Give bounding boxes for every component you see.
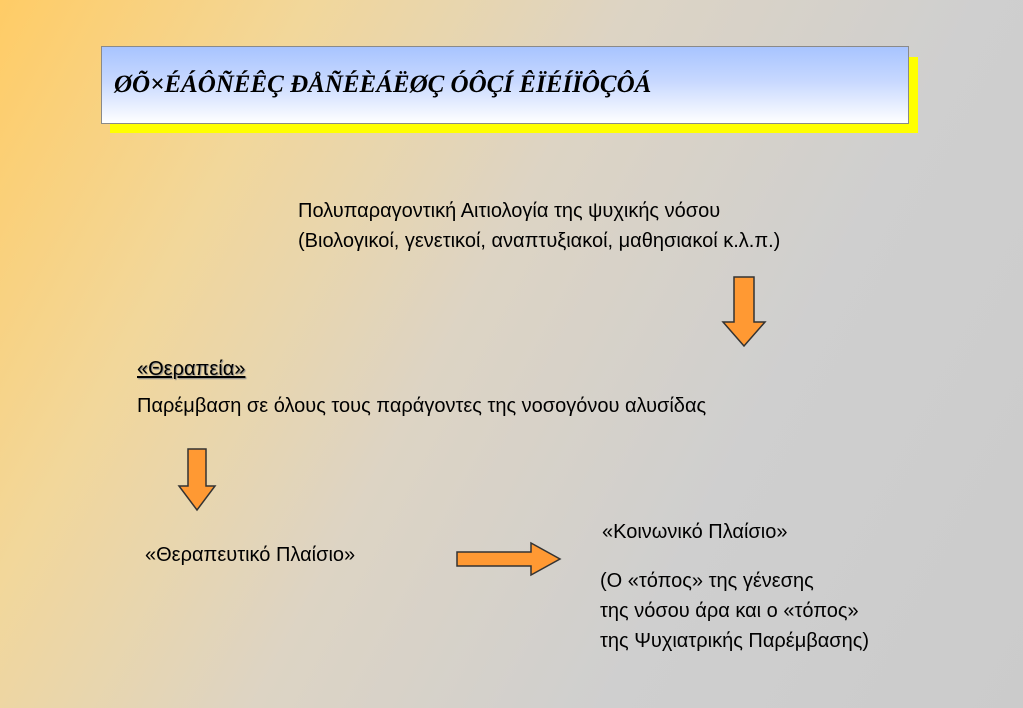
- therapy-heading: «Θεραπεία»: [137, 358, 246, 380]
- social-frame-heading: «Κοινωνικό Πλαίσιο»: [602, 521, 788, 543]
- etiology-line-1: Πολυπαραγοντική Αιτιολογία της ψυχικής νόσου: [298, 200, 721, 222]
- etiology-line-2: (Βιολογικοί, γενετικοί, αναπτυξιακοί, μαθησιακοί κ.λ.π.): [298, 230, 781, 252]
- arrow-right: [456, 542, 562, 576]
- social-frame-line-3: της Ψυχιατρικής Παρέμβασης): [600, 630, 870, 652]
- therapy-description: Παρέμβαση σε όλους τους παράγοντες της νοσογόνου αλυσίδας: [137, 395, 707, 417]
- arrow-down-therapy: [178, 448, 216, 512]
- title-box: [101, 46, 909, 124]
- social-frame-line-2: της νόσου άρα και ο «τόπος»: [600, 600, 859, 622]
- page-title: ØÕ×ÉÁÔÑÉÊÇ ÐÅÑÉÈÁËØÇ ÓÔÇÍ ÊÏÉÍÏÔÇÔÁ: [114, 71, 652, 98]
- arrow-down-etiology: [722, 276, 766, 348]
- social-frame-line-1: (Ο «τόπος» της γένεσης: [600, 570, 814, 592]
- therapeutic-frame-label: «Θεραπευτικό Πλαίσιο»: [145, 544, 356, 566]
